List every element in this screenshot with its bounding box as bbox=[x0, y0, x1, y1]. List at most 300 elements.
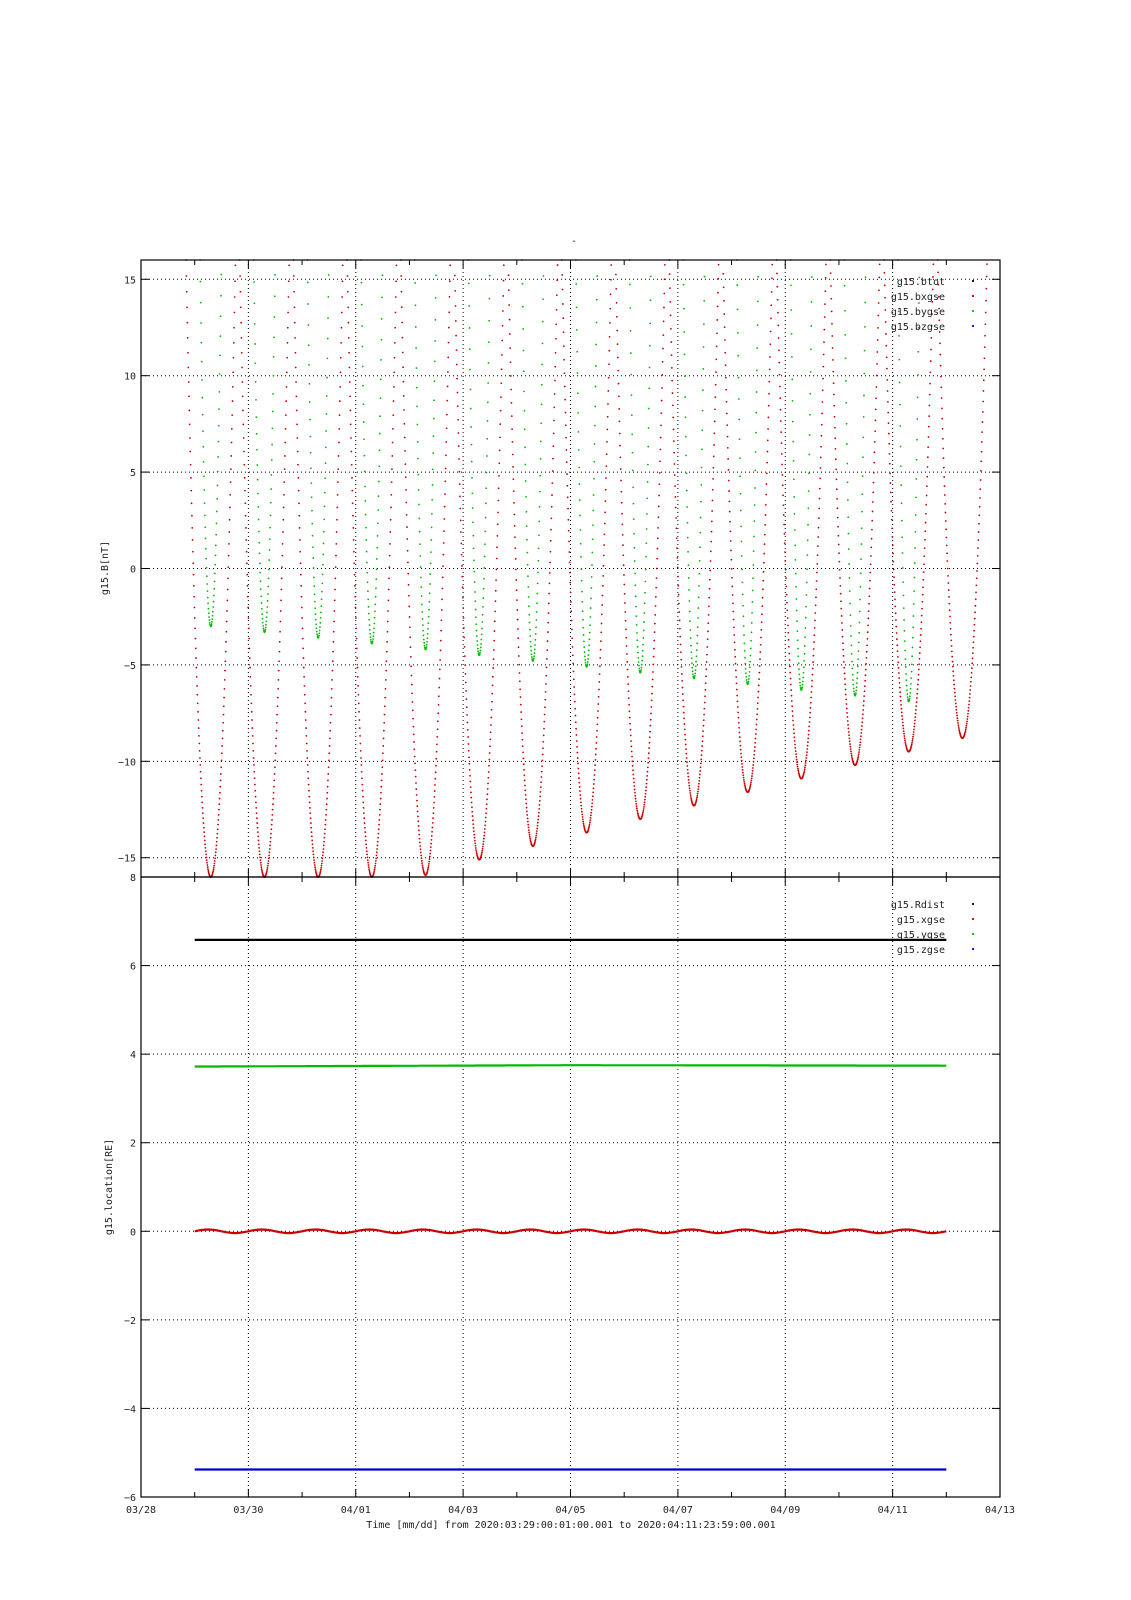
bxgse-point bbox=[625, 628, 627, 630]
bxgse-point bbox=[595, 748, 597, 750]
bxgse-point bbox=[491, 693, 493, 695]
bxgse-point bbox=[413, 733, 415, 735]
bygse-point bbox=[199, 281, 201, 283]
bxgse-point bbox=[645, 790, 647, 792]
bxgse-point bbox=[971, 662, 973, 664]
bxgse-point bbox=[636, 805, 638, 807]
bxgse-point bbox=[349, 367, 351, 369]
bxgse-point bbox=[689, 792, 691, 794]
bxgse-point bbox=[435, 758, 437, 760]
bygse-point bbox=[917, 396, 919, 398]
bxgse-point bbox=[414, 763, 416, 765]
bygse-point bbox=[256, 433, 258, 435]
bygse-point bbox=[579, 515, 581, 517]
bxgse-point bbox=[324, 824, 326, 826]
bygse-point bbox=[807, 524, 809, 526]
bxgse-point bbox=[651, 693, 653, 695]
bxgse-point bbox=[592, 791, 594, 793]
bygse-point bbox=[588, 644, 590, 646]
bxgse-point bbox=[439, 659, 441, 661]
bygse-point bbox=[576, 329, 578, 331]
top-legend-marker bbox=[972, 295, 974, 297]
bygse-point bbox=[525, 496, 527, 498]
bxgse-point bbox=[711, 531, 713, 533]
bygse-point bbox=[751, 601, 753, 603]
bxgse-point bbox=[298, 502, 300, 504]
bxgse-point bbox=[428, 865, 430, 867]
bxgse-point bbox=[554, 380, 556, 382]
bygse-point bbox=[432, 484, 434, 486]
bxgse-point bbox=[445, 441, 447, 443]
bygse-point bbox=[704, 276, 706, 278]
bxgse-point bbox=[406, 514, 408, 516]
bxgse-point bbox=[617, 357, 619, 359]
bxgse-point bbox=[870, 563, 872, 565]
bygse-point bbox=[810, 348, 812, 350]
bxgse-point bbox=[314, 864, 316, 866]
bxgse-point bbox=[320, 870, 322, 872]
bygse-point bbox=[690, 637, 692, 639]
bxgse-point bbox=[194, 627, 196, 629]
bygse-point bbox=[906, 693, 908, 695]
bxgse-point bbox=[861, 725, 863, 727]
bygse-point bbox=[591, 552, 593, 554]
bygse-point bbox=[434, 361, 436, 363]
bottom-legend bbox=[891, 900, 974, 956]
bxgse-point bbox=[441, 619, 443, 621]
bxgse-point bbox=[956, 709, 958, 711]
bottom-y-tick-label: −2 bbox=[123, 1315, 136, 1327]
bxgse-point bbox=[684, 723, 686, 725]
bygse-point bbox=[472, 521, 474, 523]
bygse-point bbox=[796, 630, 798, 632]
bxgse-point bbox=[755, 733, 757, 735]
bygse-point bbox=[212, 611, 214, 613]
bxgse-point bbox=[334, 599, 336, 601]
bxgse-point bbox=[421, 860, 423, 862]
bxgse-point bbox=[917, 684, 919, 686]
bxgse-point bbox=[783, 504, 785, 506]
bxgse-point bbox=[600, 649, 602, 651]
bygse-point bbox=[480, 647, 482, 649]
bxgse-point bbox=[190, 490, 192, 492]
bxgse-point bbox=[553, 433, 555, 435]
bygse-point bbox=[271, 459, 273, 461]
bxgse-point bbox=[875, 420, 877, 422]
bxgse-point bbox=[981, 431, 983, 433]
bxgse-point bbox=[729, 521, 731, 523]
bygse-point bbox=[468, 305, 470, 307]
bxgse-point bbox=[660, 437, 662, 439]
bygse-point bbox=[847, 499, 849, 501]
bygse-point bbox=[429, 573, 431, 575]
bxgse-point bbox=[348, 322, 350, 324]
bxgse-point bbox=[690, 794, 692, 796]
bxgse-point bbox=[502, 325, 504, 327]
bygse-point bbox=[752, 577, 754, 579]
bxgse-point bbox=[897, 656, 899, 658]
bxgse-point bbox=[300, 585, 302, 587]
bxgse-point bbox=[187, 352, 189, 354]
bygse-point bbox=[427, 622, 429, 624]
bxgse-point bbox=[604, 523, 606, 525]
bygse-point bbox=[309, 436, 311, 438]
bygse-point bbox=[220, 295, 222, 297]
bxgse-point bbox=[496, 546, 498, 548]
bxgse-point bbox=[569, 562, 571, 564]
bxgse-point bbox=[982, 421, 984, 423]
bxgse-point bbox=[894, 598, 896, 600]
bxgse-point bbox=[932, 263, 934, 265]
bxgse-point bbox=[948, 603, 950, 605]
bxgse-point bbox=[944, 503, 946, 505]
bxgse-point bbox=[850, 750, 852, 752]
bxgse-point bbox=[385, 670, 387, 672]
bygse-point bbox=[485, 502, 487, 504]
bygse-point bbox=[642, 650, 644, 652]
bxgse-point bbox=[251, 719, 253, 721]
bxgse-point bbox=[365, 840, 367, 842]
bxgse-point bbox=[232, 400, 234, 402]
bottom-legend-marker bbox=[972, 903, 974, 905]
bxgse-point bbox=[306, 757, 308, 759]
bygse-point bbox=[489, 275, 491, 277]
bygse-point bbox=[475, 623, 477, 625]
bxgse-point bbox=[941, 418, 943, 420]
bygse-point bbox=[474, 600, 476, 602]
bygse-point bbox=[309, 419, 311, 421]
bygse-point bbox=[378, 465, 380, 467]
bxgse-point bbox=[242, 410, 244, 412]
bxgse-point bbox=[811, 691, 813, 693]
bxgse-point bbox=[496, 569, 498, 571]
bxgse-point bbox=[818, 517, 820, 519]
bygse-point bbox=[205, 558, 207, 560]
bxgse-point bbox=[741, 760, 743, 762]
bygse-point bbox=[805, 627, 807, 629]
bxgse-point bbox=[951, 656, 953, 658]
bxgse-point bbox=[517, 619, 519, 621]
bygse-point bbox=[263, 628, 265, 630]
bxgse-point bbox=[812, 668, 814, 670]
bxgse-point bbox=[815, 604, 817, 606]
bxgse-point bbox=[785, 569, 787, 571]
bxgse-point bbox=[784, 560, 786, 562]
bxgse-point bbox=[435, 771, 437, 773]
bxgse-point bbox=[526, 811, 528, 813]
bygse-point bbox=[431, 499, 433, 501]
bxgse-point bbox=[925, 522, 927, 524]
bxgse-point bbox=[454, 290, 456, 292]
bxgse-point bbox=[304, 703, 306, 705]
bxgse-point bbox=[733, 619, 735, 621]
bxgse-point bbox=[388, 566, 390, 568]
bygse-point bbox=[266, 612, 268, 614]
bxgse-point bbox=[889, 463, 891, 465]
bxgse-point bbox=[448, 311, 450, 313]
bxgse-point bbox=[583, 823, 585, 825]
bxgse-point bbox=[627, 669, 629, 671]
bxgse-point bbox=[860, 735, 862, 737]
bygse-point bbox=[431, 513, 433, 515]
bxgse-point bbox=[338, 428, 340, 430]
bygse-point bbox=[694, 676, 696, 678]
bygse-point bbox=[207, 597, 209, 599]
bxgse-point bbox=[844, 673, 846, 675]
bygse-point bbox=[415, 347, 417, 349]
bxgse-point bbox=[715, 384, 717, 386]
bxgse-point bbox=[730, 540, 732, 542]
bxgse-point bbox=[509, 319, 511, 321]
bxgse-point bbox=[932, 289, 934, 291]
bxgse-point bbox=[840, 608, 842, 610]
bxgse-point bbox=[382, 745, 384, 747]
bxgse-point bbox=[409, 636, 411, 638]
bxgse-point bbox=[671, 367, 673, 369]
bxgse-point bbox=[982, 401, 984, 403]
bxgse-point bbox=[701, 754, 703, 756]
bxgse-point bbox=[309, 807, 311, 809]
bygse-point bbox=[579, 529, 581, 531]
bxgse-point bbox=[872, 501, 874, 503]
bygse-point bbox=[686, 472, 688, 474]
bygse-point bbox=[910, 677, 912, 679]
bxgse-point bbox=[699, 777, 701, 779]
bxgse-point bbox=[839, 585, 841, 587]
bygse-point bbox=[803, 672, 805, 674]
bxgse-point bbox=[663, 307, 665, 309]
bygse-point bbox=[380, 397, 382, 399]
bxgse-point bbox=[833, 405, 835, 407]
bxgse-point bbox=[363, 807, 365, 809]
bxgse-point bbox=[684, 728, 686, 730]
bxgse-point bbox=[598, 696, 600, 698]
top-y-ticks bbox=[118, 275, 1000, 864]
bygse-point bbox=[756, 370, 758, 372]
bxgse-point bbox=[742, 774, 744, 776]
bygse-point bbox=[311, 523, 313, 525]
bygse-point bbox=[216, 511, 218, 513]
bxgse-point bbox=[267, 863, 269, 865]
bxgse-point bbox=[858, 753, 860, 755]
bygse-point bbox=[253, 281, 255, 283]
bygse-point bbox=[379, 415, 381, 417]
bxgse-point bbox=[380, 792, 382, 794]
bxgse-point bbox=[892, 544, 894, 546]
bygse-point bbox=[850, 614, 852, 616]
bxgse-point bbox=[573, 686, 575, 688]
bxgse-point bbox=[884, 309, 886, 311]
bxgse-point bbox=[929, 383, 931, 385]
bxgse-point bbox=[726, 401, 728, 403]
bygse-point bbox=[314, 607, 316, 609]
bxgse-point bbox=[875, 397, 877, 399]
bxgse-point bbox=[793, 732, 795, 734]
bxgse-point bbox=[274, 759, 276, 761]
bxgse-point bbox=[784, 551, 786, 553]
top-legend-label: g15.btot bbox=[896, 277, 945, 288]
bxgse-point bbox=[287, 312, 289, 314]
bxgse-point bbox=[227, 578, 229, 580]
bxgse-point bbox=[579, 786, 581, 788]
bxgse-point bbox=[874, 441, 876, 443]
bxgse-point bbox=[599, 657, 601, 659]
bygse-point bbox=[845, 402, 847, 404]
bygse-point bbox=[648, 427, 650, 429]
bygse-point bbox=[483, 578, 485, 580]
bxgse-point bbox=[524, 789, 526, 791]
bxgse-point bbox=[281, 555, 283, 557]
bygse-point bbox=[376, 569, 378, 571]
bxgse-point bbox=[812, 674, 814, 676]
bxgse-point bbox=[605, 489, 607, 491]
bxgse-point bbox=[233, 357, 235, 359]
bxgse-point bbox=[849, 743, 851, 745]
bygse-point bbox=[270, 502, 272, 504]
bxgse-point bbox=[954, 692, 956, 694]
bxgse-point bbox=[383, 730, 385, 732]
bxgse-point bbox=[420, 852, 422, 854]
bxgse-point bbox=[416, 805, 418, 807]
bxgse-point bbox=[606, 441, 608, 443]
bxgse-point bbox=[258, 843, 260, 845]
bxgse-point bbox=[462, 607, 464, 609]
bxgse-point bbox=[610, 279, 612, 281]
bygse-point bbox=[592, 524, 594, 526]
bygse-point bbox=[476, 640, 478, 642]
bxgse-point bbox=[617, 370, 619, 372]
bygse-point bbox=[527, 564, 529, 566]
bxgse-point bbox=[255, 796, 257, 798]
bxgse-point bbox=[956, 717, 958, 719]
bxgse-point bbox=[245, 527, 247, 529]
bxgse-point bbox=[552, 445, 554, 447]
bygse-point bbox=[852, 684, 854, 686]
bygse-point bbox=[419, 543, 421, 545]
bygse-point bbox=[422, 618, 424, 620]
bygse-point bbox=[421, 604, 423, 606]
bxgse-point bbox=[594, 769, 596, 771]
bxgse-point bbox=[368, 870, 370, 872]
bxgse-point bbox=[650, 706, 652, 708]
bxgse-point bbox=[458, 445, 460, 447]
bygse-point bbox=[205, 548, 207, 550]
bxgse-point bbox=[735, 663, 737, 665]
bxgse-point bbox=[250, 703, 252, 705]
bxgse-point bbox=[359, 719, 361, 721]
bxgse-point bbox=[340, 342, 342, 344]
bxgse-point bbox=[734, 656, 736, 658]
bxgse-point bbox=[562, 289, 564, 291]
bxgse-point bbox=[847, 720, 849, 722]
bygse-point bbox=[421, 595, 423, 597]
bxgse-point bbox=[814, 612, 816, 614]
bygse-point bbox=[643, 629, 645, 631]
bxgse-point bbox=[837, 507, 839, 509]
bygse-point bbox=[219, 373, 221, 375]
bygse-point bbox=[201, 397, 203, 399]
bxgse-point bbox=[843, 661, 845, 663]
bxgse-point bbox=[571, 620, 573, 622]
bygse-point bbox=[899, 382, 901, 384]
bxgse-point bbox=[607, 390, 609, 392]
bxgse-point bbox=[207, 868, 209, 870]
bxgse-point bbox=[706, 646, 708, 648]
bxgse-point bbox=[843, 667, 845, 669]
bygse-point bbox=[649, 367, 651, 369]
bygse-point bbox=[260, 595, 262, 597]
bxgse-point bbox=[664, 264, 666, 266]
bygse-point bbox=[911, 655, 913, 657]
bxgse-point bbox=[918, 669, 920, 671]
bxgse-point bbox=[355, 617, 357, 619]
bxgse-point bbox=[247, 596, 249, 598]
bxgse-point bbox=[892, 536, 894, 538]
bxgse-point bbox=[670, 341, 672, 343]
bygse-point bbox=[855, 694, 857, 696]
bxgse-point bbox=[751, 775, 753, 777]
bygse-point bbox=[541, 403, 543, 405]
bygse-point bbox=[745, 672, 747, 674]
bxgse-point bbox=[550, 529, 552, 531]
bxgse-point bbox=[217, 819, 219, 821]
bxgse-point bbox=[790, 684, 792, 686]
bxgse-point bbox=[730, 559, 732, 561]
bxgse-point bbox=[669, 287, 671, 289]
bxgse-point bbox=[457, 392, 459, 394]
bxgse-point bbox=[861, 721, 863, 723]
bxgse-point bbox=[738, 727, 740, 729]
bygse-point bbox=[307, 303, 309, 305]
bxgse-point bbox=[313, 854, 315, 856]
bxgse-point bbox=[189, 451, 191, 453]
bygse-point bbox=[633, 518, 635, 520]
bxgse-point bbox=[670, 328, 672, 330]
bxgse-point bbox=[390, 494, 392, 496]
bxgse-point bbox=[281, 578, 283, 580]
bxgse-point bbox=[250, 685, 252, 687]
bxgse-point bbox=[662, 334, 664, 336]
bxgse-point bbox=[622, 534, 624, 536]
bxgse-point bbox=[709, 570, 711, 572]
bygse-point bbox=[530, 646, 532, 648]
bxgse-point bbox=[536, 830, 538, 832]
bygse-point bbox=[525, 480, 527, 482]
bygse-point bbox=[368, 613, 370, 615]
bxgse-point bbox=[602, 575, 604, 577]
bygse-point bbox=[790, 285, 792, 287]
bygse-point bbox=[630, 330, 632, 332]
bxgse-point bbox=[275, 738, 277, 740]
bxgse-point bbox=[713, 432, 715, 434]
bxgse-point bbox=[895, 619, 897, 621]
bxgse-point bbox=[556, 309, 558, 311]
bxgse-point bbox=[488, 765, 490, 767]
bygse-point bbox=[862, 436, 864, 438]
bxgse-point bbox=[304, 685, 306, 687]
bxgse-point bbox=[496, 535, 498, 537]
bxgse-point bbox=[887, 390, 889, 392]
bxgse-point bbox=[844, 683, 846, 685]
bxgse-point bbox=[896, 632, 898, 634]
bxgse-point bbox=[705, 675, 707, 677]
bxgse-point bbox=[767, 451, 769, 453]
bygse-point bbox=[845, 357, 847, 359]
bygse-point bbox=[272, 411, 274, 413]
bxgse-point bbox=[602, 595, 604, 597]
bygse-point bbox=[739, 438, 741, 440]
bxgse-point bbox=[632, 774, 634, 776]
